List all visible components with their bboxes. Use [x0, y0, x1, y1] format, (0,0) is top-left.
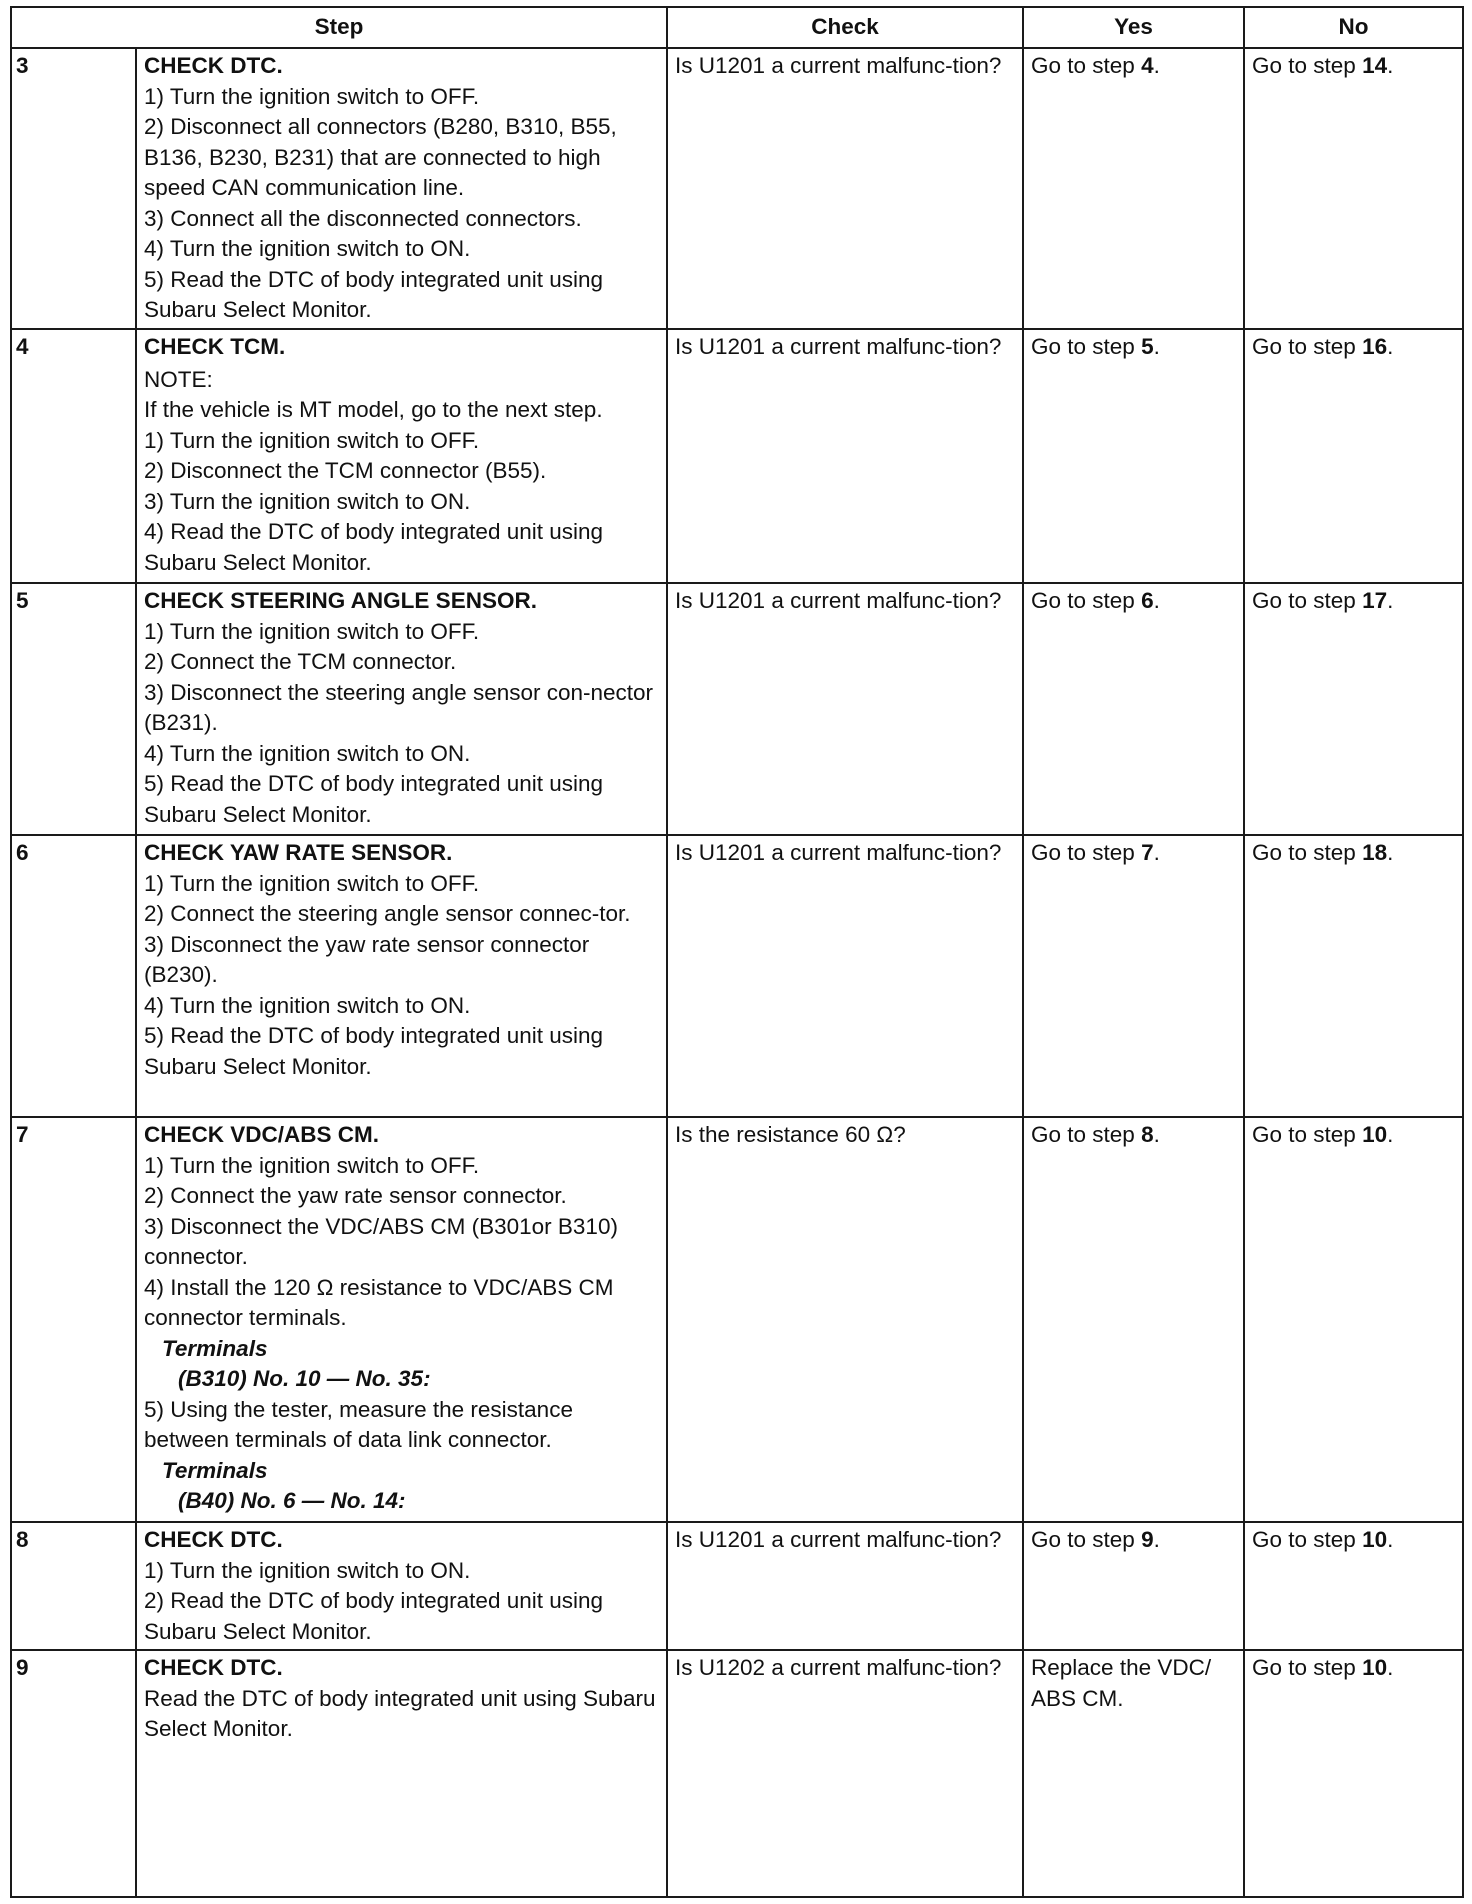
table-row: [11, 583, 1463, 835]
step-line: 2) Connect the steering angle sensor connec-tor.: [144, 901, 631, 926]
header-no: No: [1244, 7, 1463, 48]
terminals-pair: (B40) No. 6 — No. 14:: [178, 1488, 406, 1513]
step-title: CHECK DTC.: [144, 53, 283, 78]
table-row: [11, 1522, 1463, 1650]
no-suffix: .: [1387, 1655, 1394, 1680]
yes-prefix: Go to step: [1031, 1527, 1142, 1552]
check-cell: Is U1201 a current malfunc-tion?: [667, 1522, 1023, 1650]
yes-step-ref: 5: [1141, 334, 1154, 359]
no-cell: [1244, 329, 1463, 583]
terminals-label: Terminals: [162, 1457, 268, 1483]
no-cell: [1244, 1117, 1463, 1522]
diagnostic-procedure-table: [10, 6, 1464, 1898]
header-check: Check: [667, 7, 1023, 48]
step-line: 1) Turn the ignition switch to OFF.: [144, 618, 480, 644]
step-description: [136, 583, 667, 835]
step-title: CHECK DTC.: [144, 1527, 283, 1552]
yes-prefix: Go to step: [1031, 588, 1142, 613]
step-line: 3) Disconnect the yaw rate sensor connector (B230).: [144, 931, 590, 987]
check-cell: Is the resistance 60 Ω?: [667, 1117, 1023, 1522]
step-description: [136, 48, 667, 329]
yes-suffix: .: [1153, 1122, 1160, 1147]
step-line: 3) Connect all the disconnected connectors.: [144, 205, 582, 231]
no-prefix: Go to step: [1252, 588, 1363, 613]
yes-prefix: Go to step: [1031, 840, 1142, 865]
no-prefix: Go to step: [1252, 334, 1363, 359]
yes-cell: Replace the VDC/ ABS CM.: [1023, 1650, 1244, 1897]
no-cell: [1244, 583, 1463, 835]
no-cell: [1244, 1650, 1463, 1897]
step-line: 5) Read the DTC of body integrated unit using Subaru Select Monitor.: [144, 771, 604, 827]
table-row: [11, 1650, 1463, 1897]
table-row: [11, 48, 1463, 329]
no-step-ref: 18: [1362, 840, 1388, 865]
step-title: CHECK STEERING ANGLE SENSOR.: [144, 588, 537, 613]
yes-cell: [1023, 835, 1244, 1117]
step-description: [136, 1522, 667, 1650]
no-suffix: .: [1387, 334, 1394, 359]
step-line: 4) Turn the ignition switch to ON.: [144, 236, 471, 261]
yes-cell: [1023, 1117, 1244, 1522]
check-cell: Is U1201 a current malfunc-tion?: [667, 48, 1023, 329]
no-prefix: Go to step: [1252, 840, 1363, 865]
header-step: Step: [11, 7, 667, 48]
no-prefix: Go to step: [1252, 1655, 1363, 1680]
yes-cell: [1023, 48, 1244, 329]
no-suffix: .: [1387, 1122, 1394, 1147]
no-prefix: Go to step: [1252, 1122, 1363, 1147]
no-step-ref: 10: [1362, 1655, 1388, 1680]
step-line: 1) Turn the ignition switch to OFF.: [144, 1152, 480, 1178]
step-line: 3) Turn the ignition switch to ON.: [144, 488, 471, 514]
note-text: If the vehicle is MT model, go to the next step.: [144, 397, 603, 422]
no-suffix: .: [1387, 588, 1394, 613]
step-title: CHECK DTC.: [144, 1655, 283, 1680]
yes-suffix: .: [1153, 588, 1160, 613]
step-line: 3) Disconnect the steering angle sensor con-nector (B231).: [144, 679, 654, 735]
check-cell: Is U1201 a current malfunc-tion?: [667, 835, 1023, 1117]
yes-suffix: .: [1153, 334, 1160, 359]
yes-step-ref: 7: [1141, 840, 1154, 865]
no-suffix: .: [1387, 840, 1394, 865]
step-number: 8: [11, 1522, 136, 1650]
step-title: CHECK TCM.: [144, 334, 286, 359]
step-description: [136, 329, 667, 583]
yes-suffix: .: [1153, 1527, 1160, 1552]
no-cell: [1244, 835, 1463, 1117]
no-step-ref: 10: [1362, 1527, 1388, 1552]
step-line: Read the DTC of body integrated unit using Subaru Select Monitor.: [144, 1685, 656, 1741]
no-step-ref: 16: [1362, 334, 1388, 359]
step-line: 1) Turn the ignition switch to OFF.: [144, 870, 480, 896]
yes-prefix: Go to step: [1031, 53, 1142, 78]
yes-step-ref: 8: [1141, 1122, 1154, 1147]
step-line: 4) Read the DTC of body integrated unit using Subaru Select Monitor.: [144, 519, 604, 575]
note-label: NOTE:: [144, 366, 213, 392]
step-line: 2) Disconnect all connectors (B280, B310, B55, B136, B230, B231) that are connected to high speed CAN communication line.: [144, 114, 617, 200]
yes-prefix: Go to step: [1031, 1122, 1142, 1147]
yes-step-ref: 9: [1141, 1527, 1154, 1552]
yes-suffix: .: [1153, 53, 1160, 78]
yes-cell: [1023, 583, 1244, 835]
step-line: 5) Read the DTC of body integrated unit using Subaru Select Monitor.: [144, 266, 604, 322]
step-number: 5: [11, 583, 136, 835]
step-line: 2) Connect the TCM connector.: [144, 649, 457, 674]
step-line: 3) Disconnect the VDC/ABS CM (B301or B310) connector.: [144, 1213, 618, 1269]
no-suffix: .: [1387, 53, 1394, 78]
header-yes: Yes: [1023, 7, 1244, 48]
step-number: 7: [11, 1117, 136, 1522]
no-step-ref: 10: [1362, 1122, 1388, 1147]
step-number: 4: [11, 329, 136, 583]
step-number: 3: [11, 48, 136, 329]
yes-cell: [1023, 1522, 1244, 1650]
step-line: 5) Read the DTC of body integrated unit using Subaru Select Monitor.: [144, 1023, 604, 1079]
step-line: 1) Turn the ignition switch to OFF.: [144, 83, 480, 109]
step-number: 6: [11, 835, 136, 1117]
table-row: [11, 1117, 1463, 1522]
no-prefix: Go to step: [1252, 53, 1363, 78]
no-step-ref: 17: [1362, 588, 1388, 613]
step-line: 4) Install the 120 Ω resistance to VDC/ABS CM connector terminals.: [144, 1274, 614, 1330]
step-title: CHECK YAW RATE SENSOR.: [144, 840, 453, 865]
step-line: 4) Turn the ignition switch to ON.: [144, 740, 471, 766]
yes-suffix: .: [1153, 840, 1160, 865]
no-cell: [1244, 1522, 1463, 1650]
table-row: [11, 835, 1463, 1117]
step-description: [136, 1650, 667, 1897]
check-cell: Is U1201 a current malfunc-tion?: [667, 329, 1023, 583]
no-cell: [1244, 48, 1463, 329]
step-title: CHECK VDC/ABS CM.: [144, 1122, 380, 1147]
step-line: 1) Turn the ignition switch to ON.: [144, 1557, 471, 1583]
check-cell: Is U1201 a current malfunc-tion?: [667, 583, 1023, 835]
no-prefix: Go to step: [1252, 1527, 1363, 1552]
step-line: 2) Disconnect the TCM connector (B55).: [144, 458, 547, 483]
yes-step-ref: 4: [1141, 53, 1154, 78]
table-row: [11, 329, 1463, 583]
check-cell: Is U1202 a current malfunc-tion?: [667, 1650, 1023, 1897]
step-line: 1) Turn the ignition switch to OFF.: [144, 427, 480, 453]
terminals-label: Terminals: [162, 1335, 268, 1361]
step-number: 9: [11, 1650, 136, 1897]
yes-step-ref: 6: [1141, 588, 1154, 613]
step-line: 5) Using the tester, measure the resistance between terminals of data link connector.: [144, 1396, 573, 1452]
step-line: 2) Read the DTC of body integrated unit using Subaru Select Monitor.: [144, 1588, 604, 1644]
header-row: [11, 7, 1463, 48]
no-suffix: .: [1387, 1527, 1394, 1552]
no-step-ref: 14: [1362, 53, 1388, 78]
step-line: 4) Turn the ignition switch to ON.: [144, 992, 471, 1018]
step-description: [136, 835, 667, 1117]
yes-prefix: Go to step: [1031, 334, 1142, 359]
terminals-pair: (B310) No. 10 — No. 35:: [178, 1366, 431, 1391]
yes-cell: [1023, 329, 1244, 583]
step-line: 2) Connect the yaw rate sensor connector.: [144, 1183, 567, 1208]
step-description: [136, 1117, 667, 1522]
